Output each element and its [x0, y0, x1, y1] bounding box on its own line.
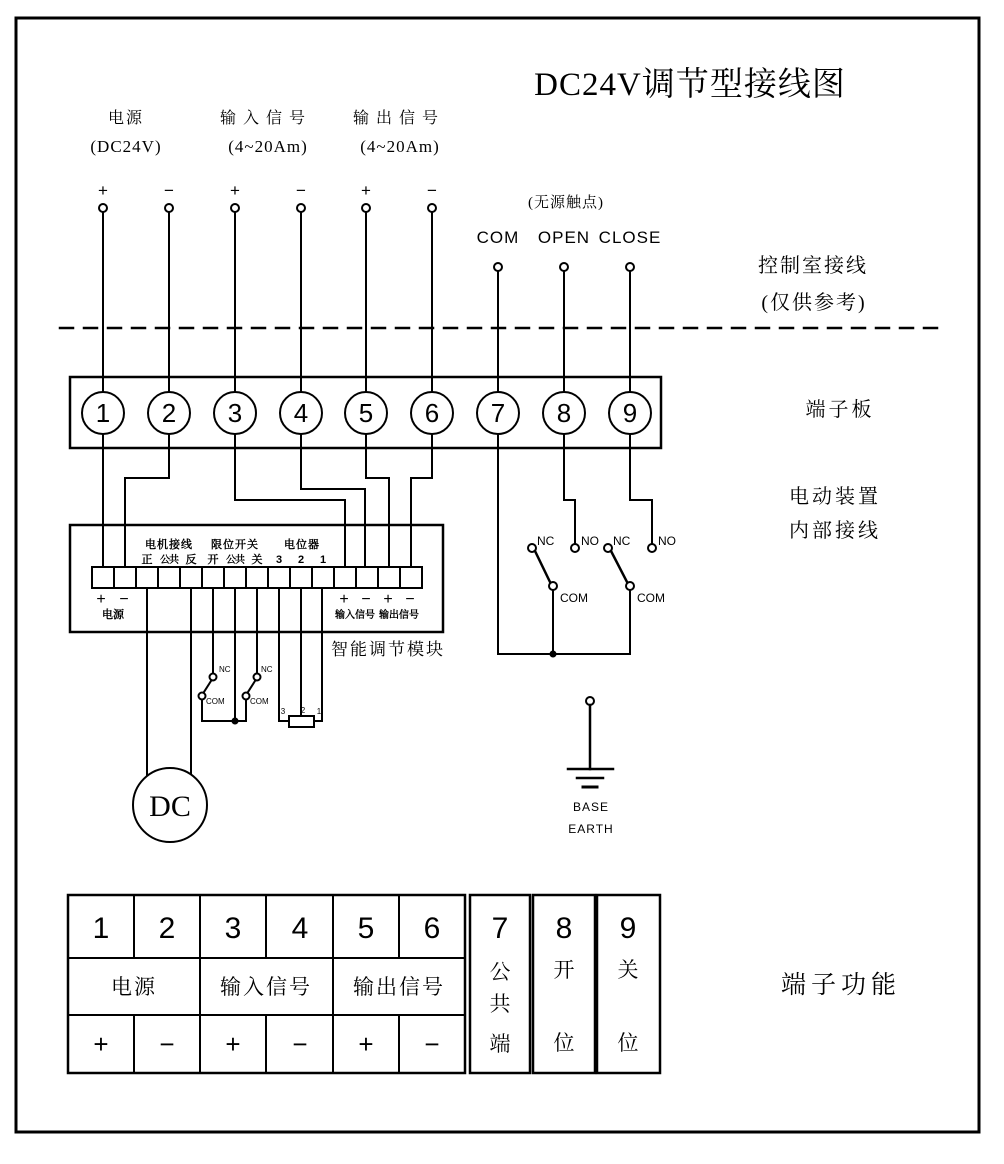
table-number-2: 2 — [158, 912, 176, 945]
limit-switch-2-blade — [248, 681, 255, 692]
limit-switch-1-com-contact — [199, 693, 206, 700]
relay-close-no-label: NO — [658, 534, 676, 548]
table-col9-char-1: 关 — [617, 958, 639, 982]
terminal-number-9: 9 — [622, 398, 638, 428]
sign-output-plus: + — [361, 181, 371, 200]
table-number-6: 6 — [423, 912, 441, 945]
limit-common-junction-dot — [232, 718, 239, 725]
com-label: COM — [476, 228, 520, 247]
terminal-board-label: 端子板 — [805, 399, 875, 421]
terminal-number-3: 3 — [227, 398, 243, 428]
relay-open-com-contact — [549, 582, 557, 590]
side-annotations — [758, 254, 901, 999]
relay-open-no-contact — [571, 544, 579, 552]
pin-label-pot-2: 2 — [297, 554, 305, 566]
module-pin-separators — [114, 567, 400, 588]
table-function-input: 输入信号 — [220, 975, 312, 999]
module-power-label: 电源 — [102, 609, 124, 621]
limit-switch-circuit — [199, 588, 273, 725]
pin-label-pot-3: 3 — [275, 554, 283, 566]
dc-motor-label: DC — [149, 790, 191, 823]
limit-switch-2-nc-contact — [254, 674, 261, 681]
contact-output-plus — [362, 204, 370, 212]
input-signal-group-label: 输入信号 — [219, 110, 313, 127]
sign-input-plus: + — [230, 181, 240, 200]
limit-switch-1-nc-contact — [210, 674, 217, 681]
motor-wiring-group-label: 电机接线 — [145, 539, 193, 551]
table-number-1: 1 — [92, 912, 110, 945]
contact-input-minus — [297, 204, 305, 212]
table-number-3: 3 — [224, 912, 242, 945]
table-number-9: 9 — [619, 912, 637, 945]
control-room-label-2: (仅供参考) — [761, 292, 867, 314]
limit-switch-1-blade — [204, 681, 211, 692]
module-power-minus: − — [119, 591, 129, 608]
diagram-title: DC24V调节型接线图 — [534, 67, 846, 103]
terminal-number-8: 8 — [556, 398, 572, 428]
internal-wiring-label-1: 电动装置 — [789, 486, 881, 508]
table-number-8: 8 — [555, 912, 573, 945]
potentiometer-group-label: 电位器 — [284, 539, 320, 551]
table-number-5: 5 — [357, 912, 375, 945]
table-number-4: 4 — [291, 912, 309, 945]
table-col9-char-2: 位 — [617, 1031, 639, 1055]
sign-output-minus: − — [427, 181, 437, 200]
ground-label-earth: EARTH — [568, 822, 614, 836]
relay-close-blade — [611, 551, 627, 582]
table-col7-char-2: 共 — [489, 992, 511, 1016]
motor-circuit — [133, 588, 207, 842]
input-signal-group-range: (4~20Am) — [228, 137, 308, 156]
module-output-plus: + — [383, 591, 393, 608]
wire-pot-3 — [279, 588, 289, 721]
module-output-minus: − — [405, 591, 415, 608]
module-power-plus: + — [96, 591, 106, 608]
terminal-function-table — [68, 895, 660, 1073]
dry-contact-note: (无源触点) — [528, 195, 604, 211]
table-function-output: 输出信号 — [353, 975, 445, 999]
control-room-label-1: 控制室接线 — [758, 255, 868, 277]
limit-switch-group-label: 限位开关 — [211, 539, 259, 551]
relay-open-nc-label: NC — [537, 534, 555, 548]
top-terminal-labels — [90, 109, 445, 156]
wire-8-to-relay-no-open — [564, 434, 575, 544]
table-sign-6: − — [424, 1029, 440, 1059]
wire-6-to-output-minus — [411, 434, 432, 567]
top-polarity-signs — [98, 181, 437, 200]
contact-close — [626, 263, 634, 271]
dry-contact-labels — [477, 193, 662, 271]
contact-power-minus — [165, 204, 173, 212]
pot-terminal-1-label: 1 — [316, 707, 322, 716]
table-sign-1: + — [93, 1029, 109, 1059]
relay-open-no-label: NO — [581, 534, 599, 548]
pin-label-reverse: 反 — [185, 554, 197, 566]
table-number-7: 7 — [491, 912, 509, 945]
table-col7-char-3: 端 — [489, 1032, 511, 1056]
module-output-label: 输出信号 — [379, 610, 419, 621]
relay-open-blade — [535, 551, 550, 582]
output-signal-group-range: (4~20Am) — [360, 137, 440, 156]
limit-switch-2-com-label: COM — [250, 697, 269, 706]
internal-wiring-label-2: 内部接线 — [789, 520, 881, 542]
pin-label-open: 开 — [207, 554, 219, 566]
pin-label-forward: 正 — [141, 554, 153, 566]
relay-circuit — [528, 534, 676, 658]
terminal-number-6: 6 — [424, 398, 440, 428]
ground-label-base: BASE — [572, 800, 610, 814]
power-group-range: (DC24V) — [90, 137, 162, 156]
potentiometer-circuit — [279, 588, 322, 727]
pin-label-close: 关 — [251, 554, 263, 566]
module-pin-strip — [92, 567, 422, 588]
module-input-label: 输入信号 — [335, 610, 375, 621]
table-sign-4: − — [292, 1029, 308, 1059]
contact-input-plus — [231, 204, 239, 212]
relay-close-nc-label: NC — [613, 534, 631, 548]
terminal-function-label: 端子功能 — [780, 972, 902, 999]
limit-switch-2-com-contact — [243, 693, 250, 700]
table-col7-char-1: 公 — [489, 960, 511, 984]
contact-open — [560, 263, 568, 271]
sign-power-minus: − — [164, 181, 174, 200]
table-col8-char-2: 位 — [553, 1031, 575, 1055]
limit-switch-1-nc-label: NC — [219, 665, 231, 674]
output-signal-group-label: 输出信号 — [352, 110, 446, 127]
open-label: OPEN — [537, 228, 591, 247]
close-label: CLOSE — [598, 228, 662, 247]
sign-input-minus: − — [296, 181, 306, 200]
limit-switch-2-nc-label: NC — [261, 665, 273, 674]
smart-module-label: 智能调节模块 — [331, 640, 445, 659]
terminal-number-5: 5 — [358, 398, 374, 428]
pin-label-common-limit: 公共 — [226, 555, 244, 566]
wire-pot-1 — [314, 588, 322, 721]
ground-symbol — [568, 697, 614, 836]
sign-power-plus: + — [98, 181, 108, 200]
pot-terminal-3-label: 3 — [280, 707, 286, 716]
power-group-label: 电源 — [107, 110, 145, 127]
module-input-minus: − — [361, 591, 371, 608]
pin-label-pot-1: 1 — [319, 554, 327, 566]
relay-open-com-label: COM — [560, 591, 588, 605]
pin-label-common-motor: 公共 — [160, 555, 178, 566]
relay-close-no-contact — [648, 544, 656, 552]
wire-5-to-output-plus — [366, 434, 389, 567]
table-sign-3: + — [225, 1029, 241, 1059]
table-function-power: 电源 — [111, 975, 157, 999]
limit-switch-1-com-label: COM — [206, 697, 225, 706]
relay-close-com-label: COM — [637, 591, 665, 605]
pot-terminal-2-label: 2 — [300, 706, 306, 715]
terminal-number-4: 4 — [293, 398, 309, 428]
terminal-number-7: 7 — [490, 398, 506, 428]
terminal-number-1: 1 — [95, 398, 111, 428]
wire-9-to-relay-no-close — [630, 434, 652, 544]
table-col8-char-1: 开 — [553, 958, 575, 982]
table-sign-5: + — [358, 1029, 374, 1059]
contact-output-minus — [428, 204, 436, 212]
relay-close-com-contact — [626, 582, 634, 590]
module-input-plus: + — [339, 591, 349, 608]
terminal-number-2: 2 — [161, 398, 177, 428]
contact-power-plus — [99, 204, 107, 212]
contact-com — [494, 263, 502, 271]
relay-bus-junction-dot — [550, 651, 557, 658]
top-terminal-contacts — [99, 204, 436, 212]
potentiometer-resistor — [289, 716, 314, 727]
table-sign-2: − — [159, 1029, 175, 1059]
